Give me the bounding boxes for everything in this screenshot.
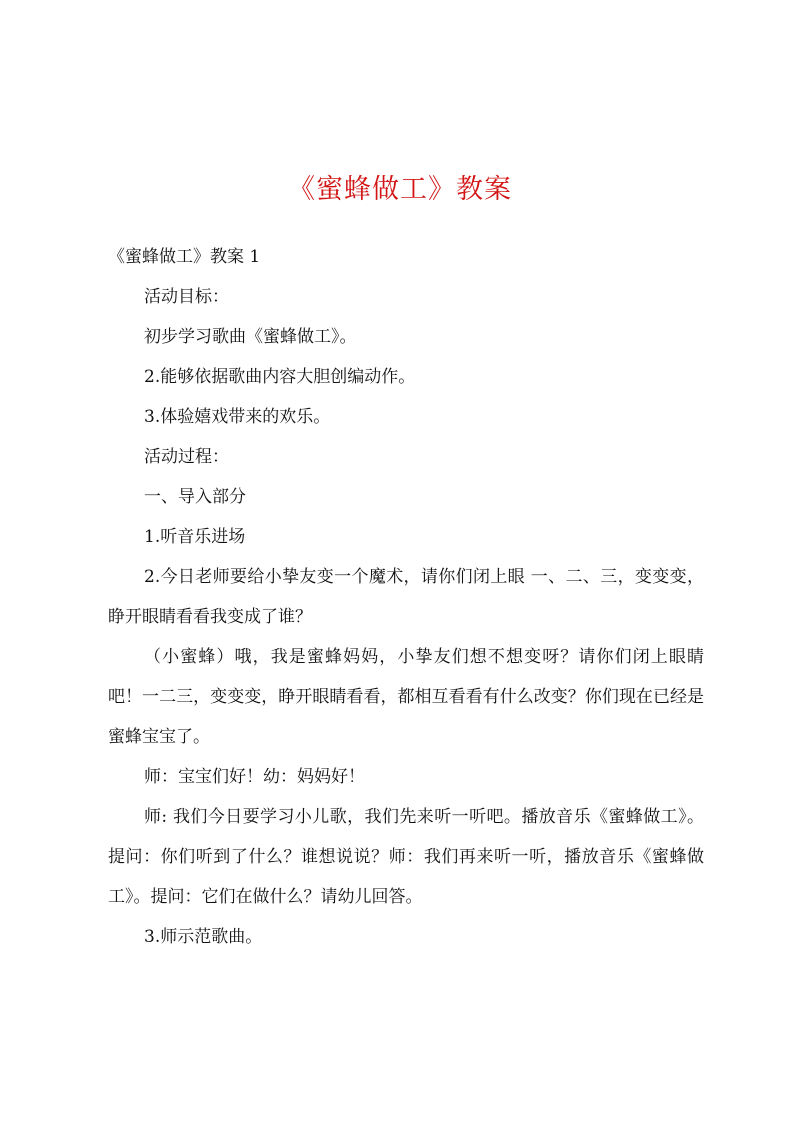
paragraph-objectives-heading: 活动目标：: [144, 287, 229, 307]
document-body: [108, 237, 704, 957]
paragraph-step-1: 1.听音乐进场: [144, 527, 246, 547]
paragraph-section-intro: 一、导入部分: [144, 487, 246, 507]
lesson-heading: 《蜜蜂做工》教案 1: [108, 247, 261, 267]
document-title: 《蜜蜂做工》教案: [288, 174, 512, 205]
paragraph-music-questions: 师: 我们今日要学习小儿歌，我们先来听一听吧。播放音乐《蜜蜂做工》。提问：你们听到了什么？谁想说说？师：我们再来听一听，播放音乐《蜜蜂做工》。提问：它们在做什么？请幼儿回答。: [108, 807, 704, 907]
paragraph-greeting: 师：宝宝们好！幼：妈妈好！: [144, 767, 365, 787]
paragraph-objective-3: 3.体验嬉戏带来的欢乐。: [144, 407, 331, 427]
paragraph-step-2: 2.今日老师要给小挚友变一个魔术，请你们闭上眼 一、二、三，变变变，睁开眼睛看看我变成了谁？: [108, 567, 704, 627]
paragraph-step-3: 3.师示范歌曲。: [144, 927, 263, 947]
paragraph-objective-2: 2.能够依据歌曲内容大胆创编动作。: [144, 367, 416, 387]
paragraph-process-heading: 活动过程：: [144, 447, 229, 467]
paragraph-objective-1: 初步学习歌曲《蜜蜂做工》。: [144, 327, 357, 347]
paragraph-bee-dialogue: （小蜜蜂）哦，我是蜜蜂妈妈，小挚友们想不想变呀？请你们闭上眼睛吧！一二三，变变变，睁开眼睛看看，都相互看看有什么改变？你们现在已经是蜜蜂宝宝了。: [108, 647, 704, 747]
